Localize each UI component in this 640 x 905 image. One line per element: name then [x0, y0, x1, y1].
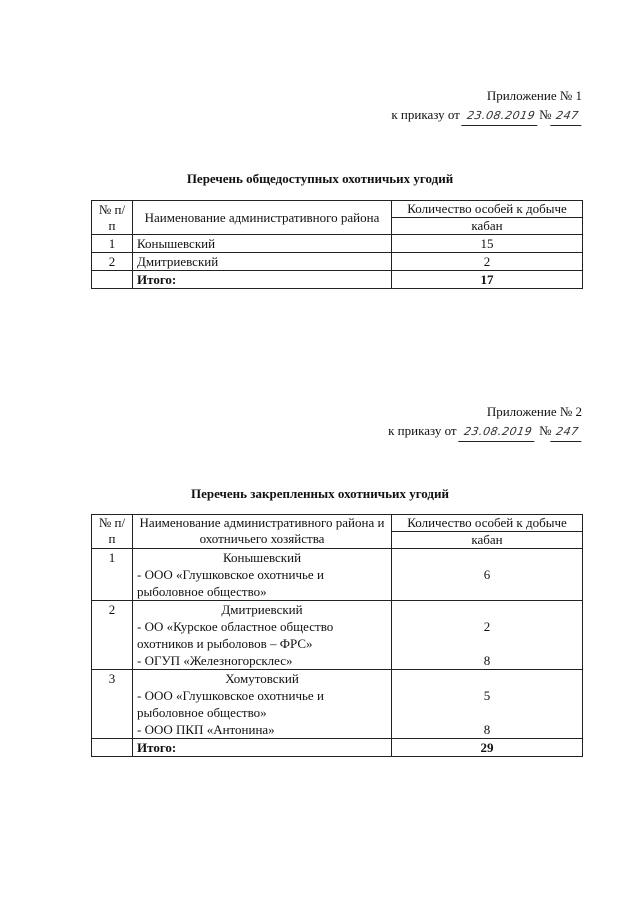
table-assigned-hunting-grounds [91, 514, 583, 757]
hunting-org: - ОО «Курское областное общество охотников и рыболовов – ФРС» [137, 619, 334, 651]
col-header-num: № п/п [92, 515, 133, 549]
number-sign: № [539, 423, 552, 438]
table-row [92, 235, 583, 253]
table-general-hunting-grounds [91, 200, 583, 289]
hunting-org: - ООО ПКП «Антонина» [137, 722, 275, 737]
district-name: Дмитриевский [221, 602, 303, 617]
total-num-cell [92, 739, 133, 757]
hunting-org: - ООО «Глушковское охотничье и рыболовное общество» [137, 567, 324, 599]
appendix-1-title: Приложение № 1 [486, 88, 582, 103]
district-name: Хомутовский [225, 671, 299, 686]
hunting-org: - ОГУП «Железногорсклес» [137, 653, 293, 668]
col-header-qty: Количество особей к добыче [392, 515, 583, 532]
qty-value: 5 [483, 688, 491, 703]
row-num: 2 [92, 601, 133, 670]
row-num: 1 [92, 549, 133, 601]
table-row [92, 253, 583, 271]
appendix-1-order-line [391, 105, 582, 126]
table-row [92, 670, 583, 739]
order-prefix: к приказу от [391, 107, 460, 122]
table-total-row [92, 271, 583, 289]
col-header-num: № п/п [92, 201, 133, 235]
row-qty: 6 [392, 549, 583, 601]
appendix-2-order-line [388, 421, 582, 442]
row-qty: 2 [392, 253, 583, 271]
appendix-1-header [391, 86, 582, 126]
row-name [133, 549, 392, 601]
order-prefix: к приказу от [388, 423, 457, 438]
row-num: 2 [92, 253, 133, 271]
col-header-name: Наименование административного района [133, 201, 392, 235]
qty-value: 8 [483, 653, 491, 668]
row-name [133, 601, 392, 670]
col-header-name: Наименование административного района и охотничьего хозяйства [133, 515, 392, 549]
table-2-title: Перечень закрепленных охотничьих угодий [190, 486, 449, 501]
row-num: 1 [92, 235, 133, 253]
table-total-row [92, 739, 583, 757]
row-name [133, 670, 392, 739]
handwritten-date: 23.08.2019 [461, 106, 541, 126]
number-sign: № [539, 107, 552, 122]
appendix-2-header [388, 402, 582, 442]
qty-value: 2 [483, 619, 491, 634]
handwritten-number: 247 [550, 106, 584, 126]
table-1-title: Перечень общедоступных охотничьих угодий [186, 171, 454, 186]
table-header-row [92, 515, 583, 532]
col-header-qty-sub: кабан [392, 218, 583, 235]
table-row [92, 601, 583, 670]
row-qty: 15 [392, 235, 583, 253]
handwritten-number: 247 [550, 422, 584, 442]
district-name: Конышевский [222, 550, 302, 565]
row-num: 3 [92, 670, 133, 739]
table-header-row [92, 201, 583, 218]
total-label: Итого: [133, 271, 392, 289]
total-value: 29 [392, 739, 583, 757]
total-num-cell [92, 271, 133, 289]
total-label: Итого: [133, 739, 392, 757]
qty-value: 8 [483, 722, 491, 737]
total-value: 17 [392, 271, 583, 289]
table-row [92, 549, 583, 601]
row-name: Дмитриевский [133, 253, 392, 271]
appendix-2-title: Приложение № 2 [486, 404, 582, 419]
row-qty [392, 670, 583, 739]
hunting-org: - ООО «Глушковское охотничье и рыболовное общество» [137, 688, 324, 720]
col-header-qty: Количество особей к добыче [392, 201, 583, 218]
handwritten-date: 23.08.2019 [458, 422, 538, 442]
col-header-qty-sub: кабан [392, 532, 583, 549]
row-name: Конышевский [133, 235, 392, 253]
row-qty [392, 601, 583, 670]
